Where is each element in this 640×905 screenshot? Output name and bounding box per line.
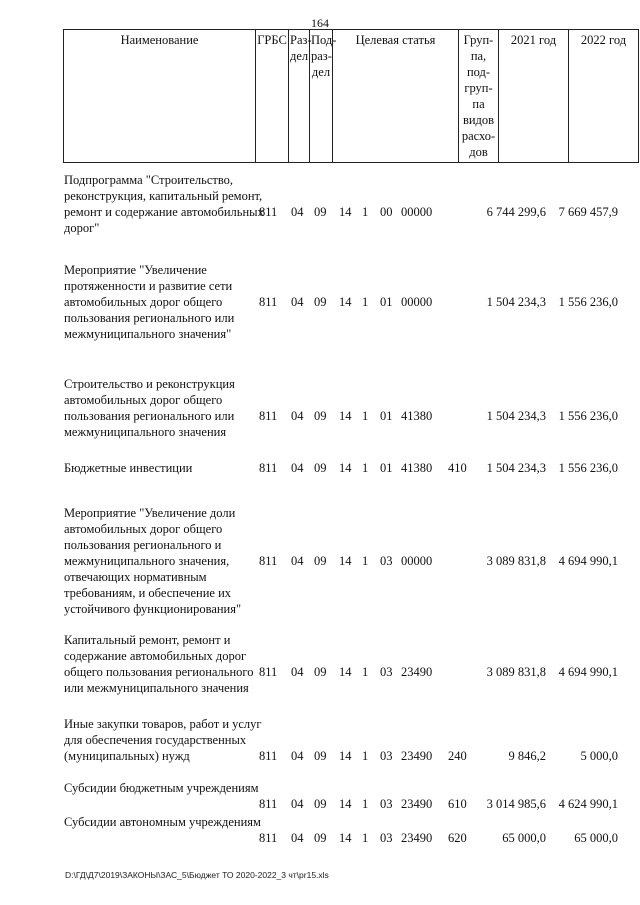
cell-cs3: 03	[380, 554, 393, 568]
cell-grbs: 811	[259, 665, 278, 679]
cell-y2021: 1 504 234,3	[486, 409, 546, 423]
row-name: Мероприятие "Увеличение протяженности и развитие сети автомобильных дорог общего пользования регионального или межмуниципального значения"	[64, 263, 235, 341]
cell-y2021: 6 744 299,6	[486, 205, 546, 219]
row-name: Капитальный ремонт, ремонт и содержание автомобильных дорог общего пользования регионального или межмуниципального значения	[64, 633, 254, 695]
cell-vr: 410	[448, 461, 467, 475]
cell-rz: 04	[291, 665, 304, 679]
cell-y2021: 9 846,2	[508, 749, 546, 763]
page-number: 164	[311, 16, 329, 30]
cell-grbs: 811	[259, 205, 278, 219]
cell-pr: 09	[314, 554, 327, 568]
cell-pr: 09	[314, 461, 327, 475]
cell-cs3: 03	[380, 797, 393, 811]
header-grbs: ГРБС	[256, 30, 289, 163]
row-name: Подпрограмма "Строительство, реконструкция, капитальный ремонт, ремонт и содержание автомобильных дорог"	[64, 173, 264, 235]
row-name: Мероприятие "Увеличение доли автомобильных дорог общего пользования регионального и межмуниципального значения, отвечающих нормативным требованиям, и обеспечение их устойчивого функционирования"	[64, 506, 242, 616]
cell-y2021: 1 504 234,3	[486, 461, 546, 475]
cell-rz: 04	[291, 461, 304, 475]
cell-cs3: 03	[380, 749, 393, 763]
cell-pr: 09	[314, 749, 327, 763]
header-name: Наименование	[64, 30, 256, 163]
cell-cs3: 03	[380, 665, 393, 679]
cell-cs1: 14	[339, 831, 352, 845]
cell-pr: 09	[314, 409, 327, 423]
cell-y2021: 3 014 985,6	[486, 797, 546, 811]
cell-cs1: 14	[339, 554, 352, 568]
cell-cs3: 01	[380, 461, 393, 475]
row-name: Иные закупки товаров, работ и услуг для обеспечения государственных (муниципальных) нужд	[64, 717, 262, 763]
cell-cs3: 01	[380, 409, 393, 423]
cell-y2021: 1 504 234,3	[486, 295, 546, 309]
cell-cs1: 14	[339, 797, 352, 811]
cell-cs1: 14	[339, 665, 352, 679]
file-path: D:\ГД\Д7\2019\ЗАКОНЫ\ЗАС_5\Бюджет ТО 2020-2022_3 чт\pr15.xls	[65, 870, 329, 880]
cell-pr: 09	[314, 665, 327, 679]
cell-rz: 04	[291, 409, 304, 423]
cell-cs1: 14	[339, 749, 352, 763]
cell-cs1: 14	[339, 461, 352, 475]
cell-y2022: 1 556 236,0	[558, 295, 618, 309]
cell-rz: 04	[291, 749, 304, 763]
table-header	[63, 29, 639, 163]
cell-cs1: 14	[339, 295, 352, 309]
cell-cs4: 00000	[401, 554, 433, 568]
cell-grbs: 811	[259, 831, 278, 845]
cell-y2021: 3 089 831,8	[486, 665, 546, 679]
cell-y2021: 3 089 831,8	[486, 554, 546, 568]
cell-cs3: 00	[380, 205, 393, 219]
cell-y2021: 65 000,0	[502, 831, 546, 845]
header-2021: 2021 год	[499, 30, 569, 163]
row-name: Субсидии автономным учреждениям	[64, 815, 261, 829]
cell-grbs: 811	[259, 797, 278, 811]
cell-cs1: 14	[339, 409, 352, 423]
cell-vr: 240	[448, 749, 467, 763]
cell-y2022: 65 000,0	[574, 831, 618, 845]
header-podrazdel: Под-раз-дел	[310, 30, 333, 163]
cell-cs4: 41380	[401, 409, 433, 423]
cell-rz: 04	[291, 295, 304, 309]
cell-grbs: 811	[259, 554, 278, 568]
cell-vr: 620	[448, 831, 467, 845]
cell-grbs: 811	[259, 749, 278, 763]
header-razdel: Раз-дел	[289, 30, 310, 163]
cell-y2022: 1 556 236,0	[558, 461, 618, 475]
cell-cs4: 41380	[401, 461, 433, 475]
cell-cs4: 23490	[401, 831, 433, 845]
cell-vr: 610	[448, 797, 467, 811]
header-target: Целевая статья	[333, 30, 459, 163]
cell-y2022: 1 556 236,0	[558, 409, 618, 423]
cell-pr: 09	[314, 295, 327, 309]
cell-cs2: 1	[362, 749, 369, 763]
cell-cs2: 1	[362, 461, 369, 475]
cell-cs2: 1	[362, 295, 369, 309]
cell-pr: 09	[314, 797, 327, 811]
row-name: Бюджетные инвестиции	[64, 461, 193, 475]
cell-cs1: 14	[339, 205, 352, 219]
cell-grbs: 811	[259, 409, 278, 423]
cell-cs2: 1	[362, 797, 369, 811]
cell-grbs: 811	[259, 295, 278, 309]
cell-rz: 04	[291, 797, 304, 811]
row-name: Субсидии бюджетным учреждениям	[64, 781, 259, 795]
cell-rz: 04	[291, 205, 304, 219]
cell-cs4: 23490	[401, 797, 433, 811]
cell-cs4: 23490	[401, 749, 433, 763]
cell-y2022: 4 694 990,1	[558, 665, 618, 679]
header-group: Груп-па, под-груп-па видов расхо-дов	[459, 30, 499, 163]
cell-cs3: 01	[380, 295, 393, 309]
cell-cs4: 00000	[401, 295, 433, 309]
cell-cs2: 1	[362, 205, 369, 219]
cell-y2022: 7 669 457,9	[558, 205, 618, 219]
cell-cs4: 23490	[401, 665, 433, 679]
cell-cs3: 03	[380, 831, 393, 845]
cell-y2022: 4 624 990,1	[558, 797, 618, 811]
cell-cs4: 00000	[401, 205, 433, 219]
cell-y2022: 5 000,0	[580, 749, 618, 763]
cell-rz: 04	[291, 831, 304, 845]
cell-cs2: 1	[362, 409, 369, 423]
cell-cs2: 1	[362, 831, 369, 845]
cell-cs2: 1	[362, 554, 369, 568]
cell-y2022: 4 694 990,1	[558, 554, 618, 568]
cell-rz: 04	[291, 554, 304, 568]
cell-pr: 09	[314, 205, 327, 219]
cell-grbs: 811	[259, 461, 278, 475]
cell-pr: 09	[314, 831, 327, 845]
row-name: Строительство и реконструкция автомобильных дорог общего пользования регионального или межмуниципального значения	[64, 377, 235, 439]
cell-cs2: 1	[362, 665, 369, 679]
header-2022: 2022 год	[569, 30, 639, 163]
